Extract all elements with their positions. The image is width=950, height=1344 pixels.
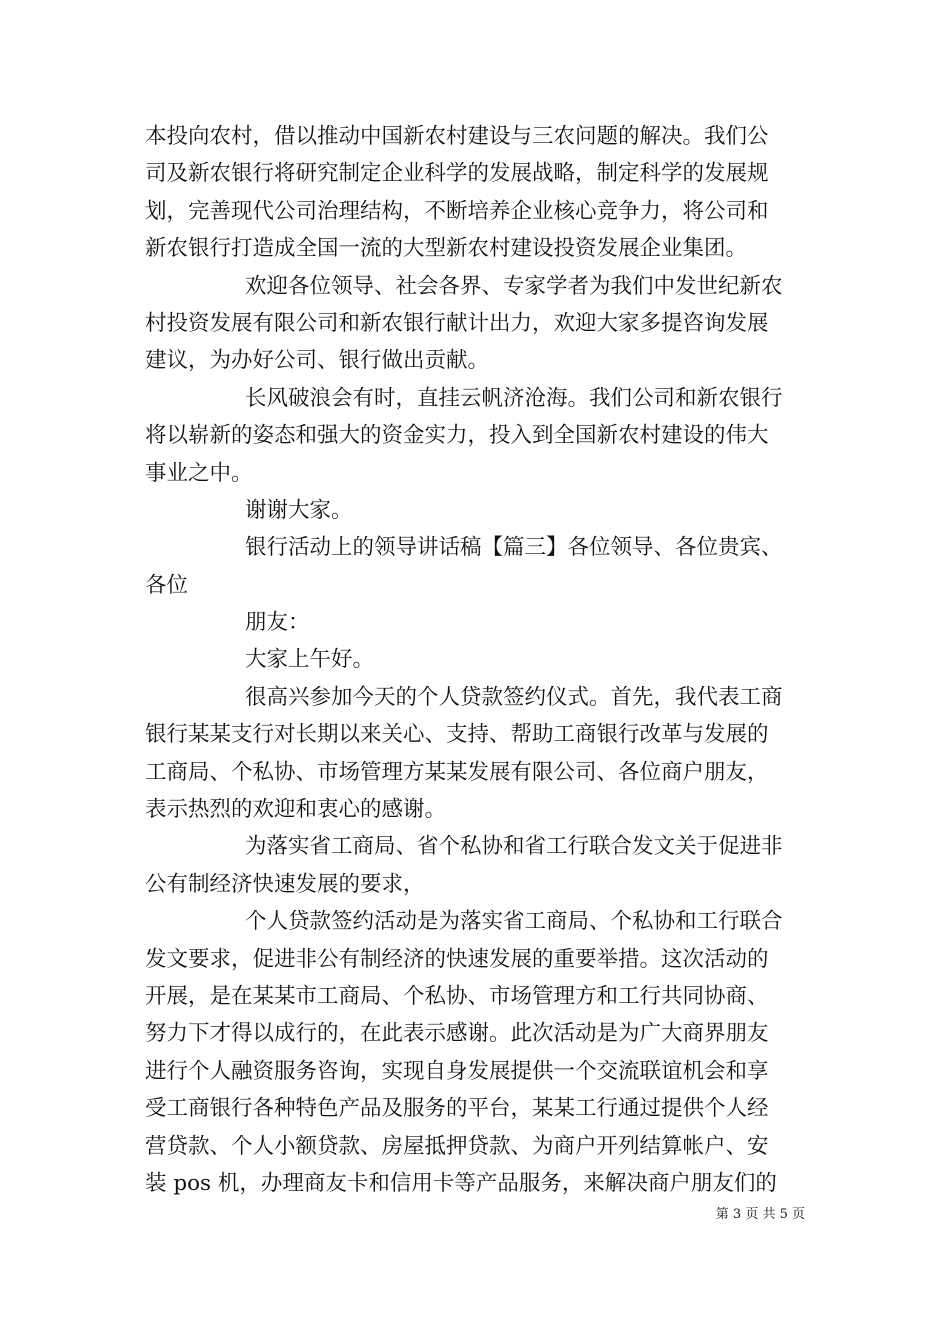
text-line: 欢迎各位领导、社会各界、专家学者为我们中发世纪新农 <box>245 273 783 299</box>
text-line: 营贷款、个人小额贷款、房屋抵押贷款、为商户开列结算帐户、安 <box>145 1133 769 1159</box>
text-line: 努力下才得以成行的，在此表示感谢。此次活动是为广大商界朋友 <box>145 1021 769 1047</box>
text-line: 本投向农村，借以推动中国新农村建设与三农问题的解决。我们公 <box>145 124 769 149</box>
text-line: 将以崭新的姿态和强大的资金实力，投入到全国新农村建设的伟大 <box>145 423 769 449</box>
text-line: 发文要求，促进非公有制经济的快速发展的重要举措。这次活动的 <box>145 946 769 972</box>
text-line: 装 pos 机，办理商友卡和信用卡等产品服务，来解决商户朋友们的 <box>145 1170 777 1196</box>
page-number-footer: 第 3 页 共 5 页 <box>715 1207 805 1222</box>
text-line: 进行个人融资服务咨询，实现自身发展提供一个交流联谊机会和享 <box>145 1058 769 1084</box>
text-line: 开展，是在某某市工商局、个私协、市场管理方和工行共同协商、 <box>145 983 769 1009</box>
text-line: 新农银行打造成全国一流的大型新农村建设投资发展企业集团。 <box>145 236 748 262</box>
text-line: 建议，为办好公司、银行做出贡献。 <box>145 348 490 374</box>
text-line: 工商局、个私协、市场管理方某某发展有限公司、各位商户朋友， <box>145 759 769 785</box>
text-line: 村投资发展有限公司和新农银行献计出力，欢迎大家多提咨询发展 <box>145 310 769 336</box>
text-line: 长风破浪会有时，直挂云帆济沧海。我们公司和新农银行 <box>245 385 783 411</box>
text-line: 很高兴参加今天的个人贷款签约仪式。首先，我代表工商 <box>245 684 783 710</box>
text-line: 银行活动上的领导讲话稿【篇三】各位领导、各位贵宾、 <box>245 535 783 561</box>
text-line: 银行某某支行对长期以来关心、支持、帮助工商银行改革与发展的 <box>145 722 769 748</box>
document-body <box>145 118 810 1202</box>
text-line: 各位 <box>145 572 189 598</box>
text-line: 事业之中。 <box>145 460 253 486</box>
text-line: 朋友： <box>245 610 310 636</box>
text-line: 表示热烈的欢迎和衷心的感谢。 <box>145 797 447 823</box>
text-line: 谢谢大家。 <box>245 497 353 523</box>
text-line: 划，完善现代公司治理结构，不断培养企业核心竞争力，将公司和 <box>145 198 769 224</box>
text-line: 大家上午好。 <box>245 647 375 673</box>
text-line: 为落实省工商局、省个私协和省工行联合发文关于促进非 <box>245 834 783 860</box>
text-line: 公有制经济快速发展的要求， <box>145 871 425 897</box>
text-line: 个人贷款签约活动是为落实省工商局、个私协和工行联合 <box>245 909 783 935</box>
text-line: 司及新农银行将研究制定企业科学的发展战略，制定科学的发展规 <box>145 161 769 187</box>
text-line: 受工商银行各种特色产品及服务的平台，某某工行通过提供个人经 <box>145 1096 769 1122</box>
